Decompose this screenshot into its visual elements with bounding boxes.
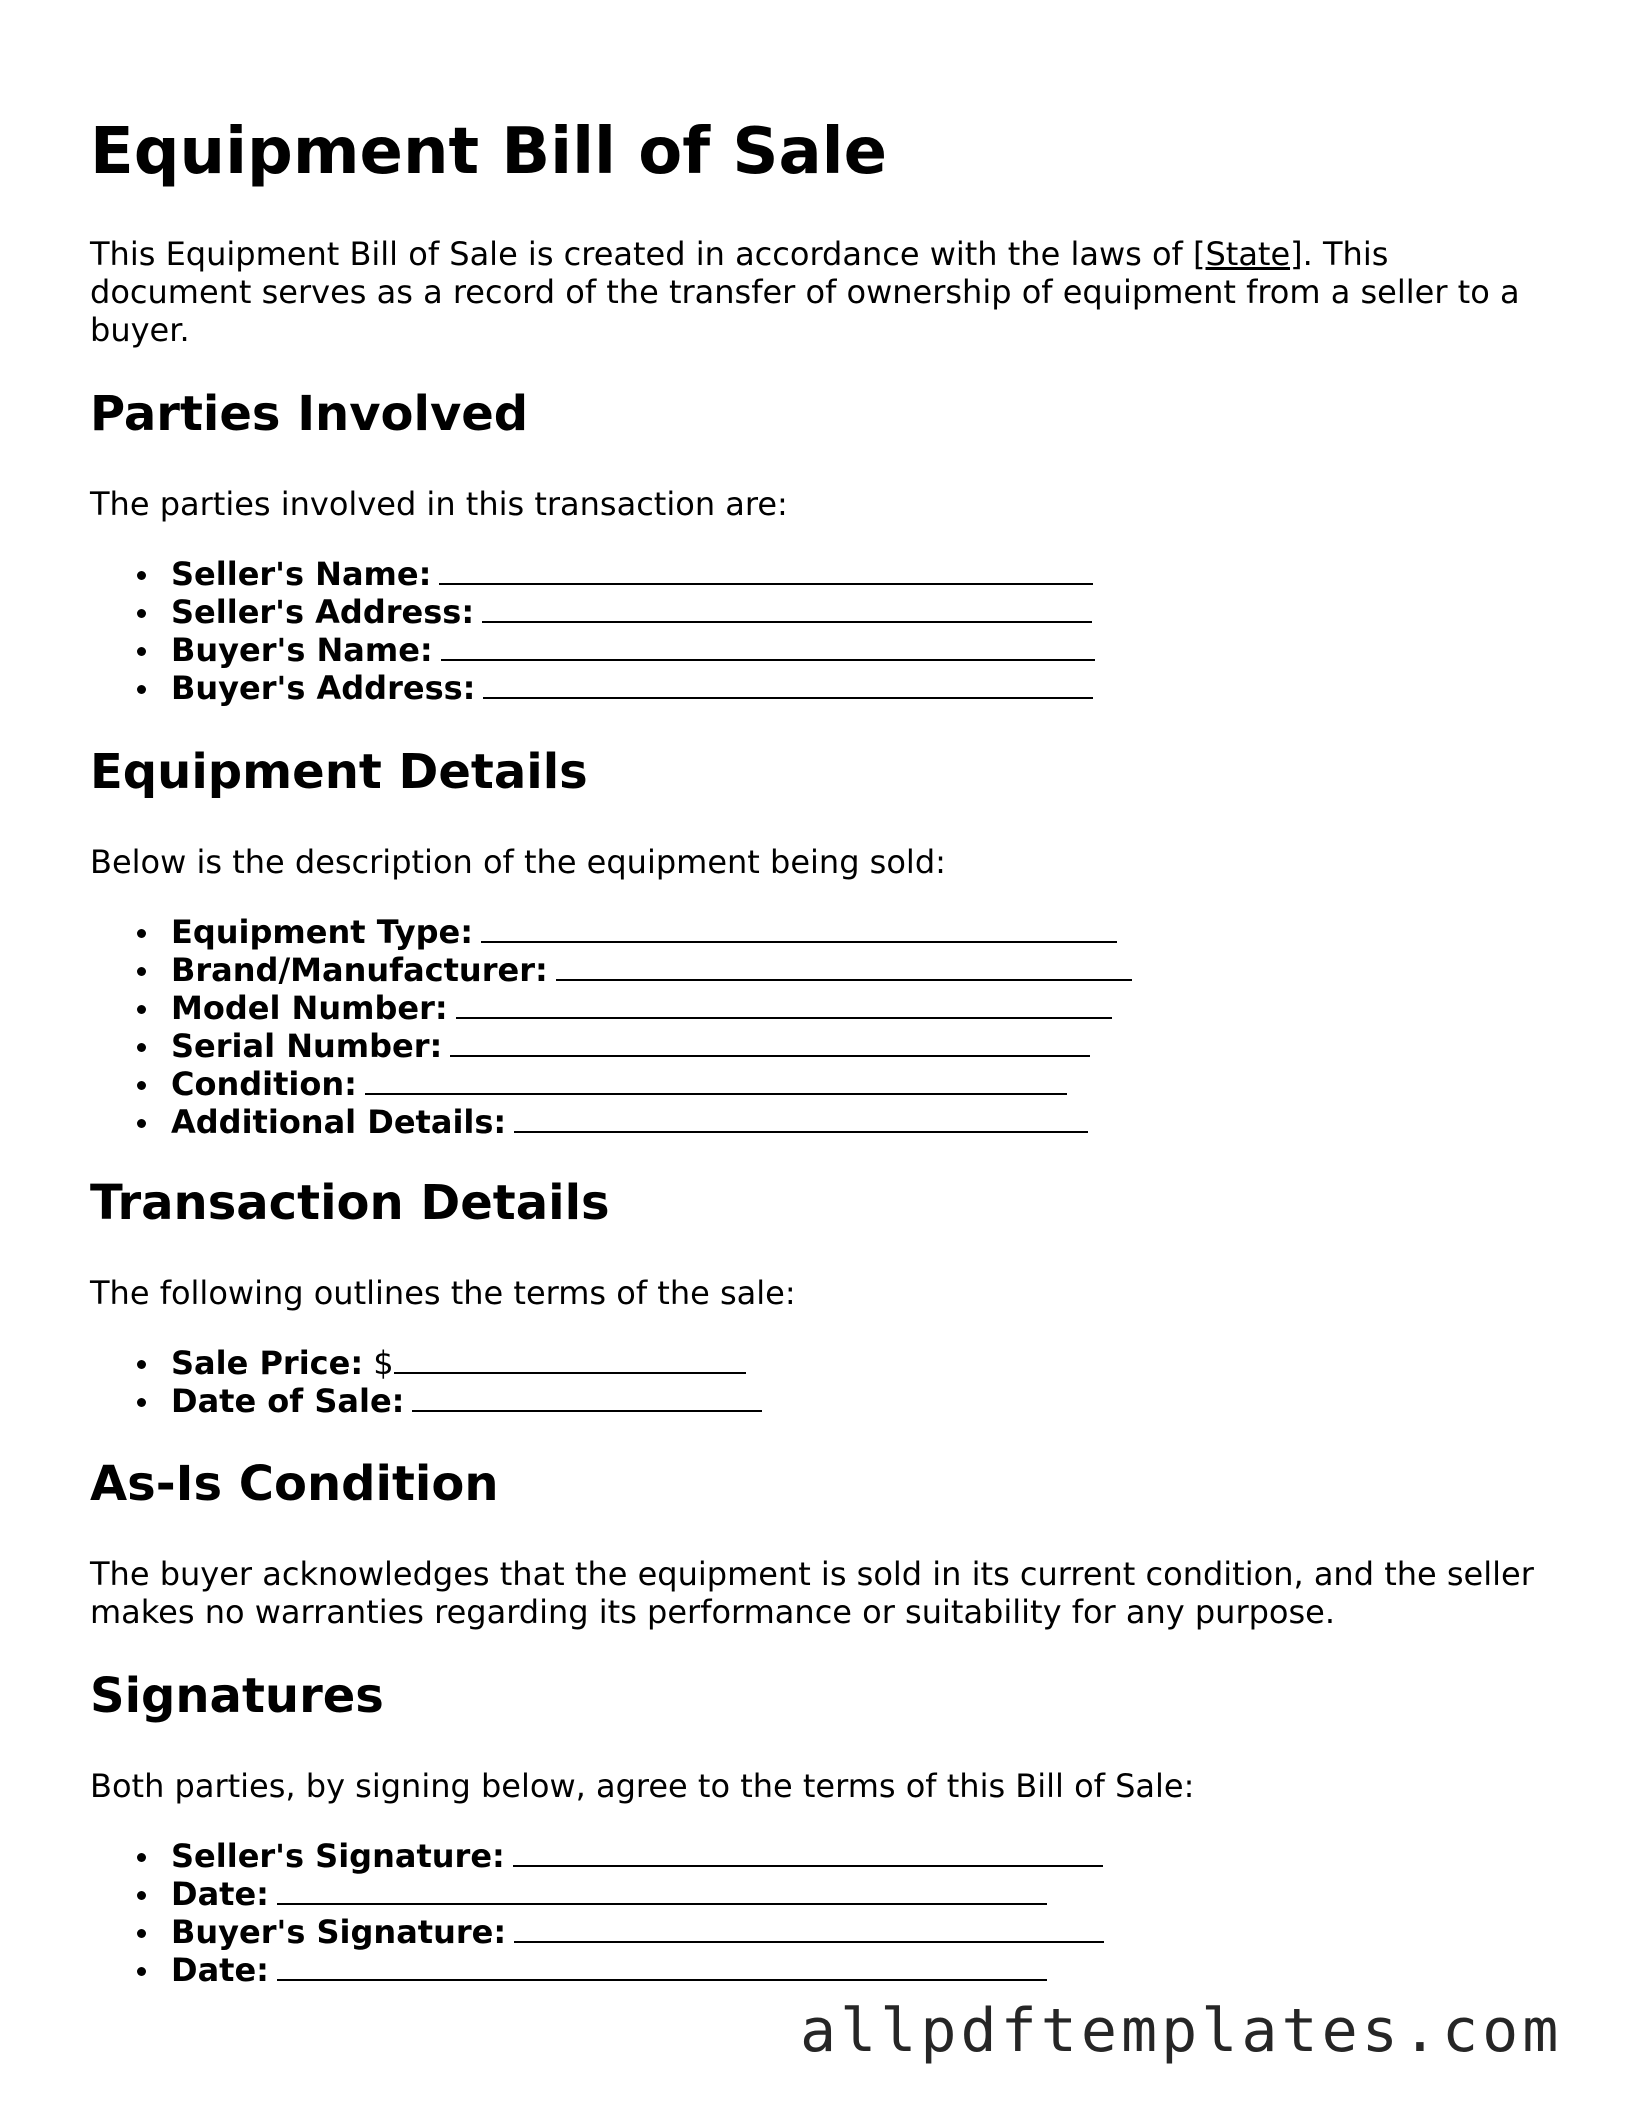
list-item [90,1951,1104,1989]
list-item [90,593,1095,631]
field-label: Additional Details: [171,1103,507,1141]
sellers-name-blank[interactable] [439,557,1093,585]
equipment-heading: Equipment Details [90,744,588,800]
list-item [90,1103,1132,1141]
list-item [90,1837,1104,1875]
currency-symbol: $ [373,1344,394,1382]
parties-text: The parties involved in this transaction are: [90,485,788,523]
intro-text-after: . This document serves as a record of the transfer of ownership of equipment from a seller to a buyer. [90,235,1520,349]
additional-details-blank[interactable] [514,1105,1088,1133]
field-label: Seller's Name: [171,555,432,593]
list-item [90,1065,1132,1103]
list-item [90,555,1095,593]
intro-text-before: This Equipment Bill of Sale is created in accordance with the laws of [90,235,1193,273]
transaction-list [90,1344,762,1420]
signatures-list [90,1837,1104,1989]
equipment-text: Below is the description of the equipment being sold: [90,843,946,881]
list-item [90,669,1095,707]
sale-price-blank[interactable] [394,1346,746,1374]
serial-number-blank[interactable] [450,1029,1090,1057]
field-label: Buyer's Signature: [171,1913,507,1951]
state-placeholder: [State] [1192,235,1303,273]
as-is-text: The buyer acknowledges that the equipment is sold in its current condition, and the seller makes no warranties regarding its performance or suitability for any purpose. [90,1555,1534,1631]
transaction-heading: Transaction Details [90,1175,610,1231]
list-item [90,631,1095,669]
list-item [90,1344,762,1382]
field-label: Model Number: [171,989,448,1027]
buyers-signature-blank[interactable] [514,1915,1104,1943]
signatures-heading: Signatures [90,1668,384,1724]
intro-paragraph [90,235,1550,349]
field-label: Brand/Manufacturer: [171,951,548,989]
field-label: Sale Price: [171,1344,364,1382]
list-item [90,1027,1132,1065]
field-label: Serial Number: [171,1027,443,1065]
buyers-address-blank[interactable] [483,671,1093,699]
field-label: Date of Sale: [171,1382,405,1420]
list-item [90,1875,1104,1913]
list-item [90,1913,1104,1951]
as-is-heading: As-Is Condition [90,1456,499,1512]
field-label: Date: [171,1875,269,1913]
parties-heading: Parties Involved [90,386,529,442]
sellers-address-blank[interactable] [482,595,1092,623]
field-label: Equipment Type: [171,913,473,951]
equipment-type-blank[interactable] [481,915,1117,943]
model-number-blank[interactable] [456,991,1112,1019]
list-item [90,989,1132,1027]
signatures-text: Both parties, by signing below, agree to the terms of this Bill of Sale: [90,1767,1195,1805]
sellers-signature-blank[interactable] [513,1839,1103,1867]
field-label: Seller's Signature: [171,1837,505,1875]
equipment-list [90,913,1132,1141]
field-label: Seller's Address: [171,593,475,631]
seller-date-blank[interactable] [277,1877,1047,1905]
date-of-sale-blank[interactable] [412,1384,762,1412]
document-title: Equipment Bill of Sale [90,115,887,189]
brand-manufacturer-blank[interactable] [556,953,1132,981]
condition-blank[interactable] [365,1067,1067,1095]
list-item [90,1382,762,1420]
field-label: Buyer's Address: [171,669,476,707]
buyers-name-blank[interactable] [441,633,1095,661]
list-item [90,951,1132,989]
transaction-text: The following outlines the terms of the sale: [90,1274,796,1312]
buyer-date-blank[interactable] [277,1953,1047,1981]
field-label: Condition: [171,1065,357,1103]
watermark-text: allpdftemplates.com [800,1996,1563,2066]
parties-list [90,555,1095,707]
field-label: Date: [171,1951,269,1989]
field-label: Buyer's Name: [171,631,433,669]
list-item [90,913,1132,951]
